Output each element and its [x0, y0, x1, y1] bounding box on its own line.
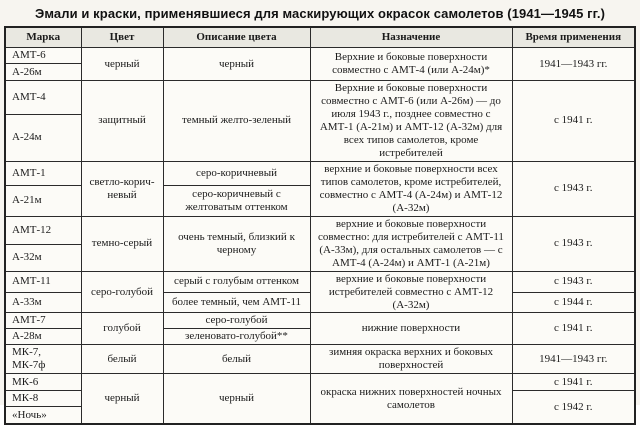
cell-period: с 1943 г.	[512, 216, 635, 271]
cell-color: голубой	[81, 313, 163, 345]
cell-period: с 1941 г.	[512, 81, 635, 162]
cell-purpose: верхние и боковые поверхности совместно: для истребителей с АМТ-11 (А-33м), для остальных самолетов — с АМТ-4 (А-24м) и АМТ-1 (А-21м)	[310, 216, 512, 271]
cell-description: более темный, чем АМТ-11	[163, 293, 310, 313]
cell-description: серо-коричневый	[163, 161, 310, 185]
table-row	[5, 313, 635, 329]
cell-purpose: верхние и боковые поверхности истребителей совместно с АМТ-12 (А-32м)	[310, 271, 512, 313]
cell-mark: А-32м	[5, 244, 81, 271]
cell-description: белый	[163, 345, 310, 374]
cell-mark: А-24м	[5, 115, 81, 162]
cell-period: с 1941 г.	[512, 374, 635, 391]
cell-description: серо-голубой	[163, 313, 310, 329]
cell-period: с 1943 г.	[512, 161, 635, 216]
cell-mark: «Ночь»	[5, 407, 81, 424]
table-row	[5, 271, 635, 293]
cell-mark: МК-7, МК-7ф	[5, 345, 81, 374]
cell-description: черный	[163, 48, 310, 81]
cell-description: очень темный, близкий к черному	[163, 216, 310, 271]
col-header-mark: Марка	[5, 27, 81, 48]
cell-mark: А-26м	[5, 64, 81, 81]
cell-color: защитный	[81, 81, 163, 162]
cell-color: серо-голубой	[81, 271, 163, 313]
cell-color: белый	[81, 345, 163, 374]
cell-purpose: окраска нижних поверхностей ночных самолетов	[310, 374, 512, 424]
cell-mark: МК-8	[5, 391, 81, 407]
cell-period: с 1942 г.	[512, 391, 635, 424]
cell-color: черный	[81, 374, 163, 424]
cell-purpose: зимняя окраска верхних и боковых поверхностей	[310, 345, 512, 374]
cell-mark: АМТ-12	[5, 216, 81, 244]
cell-description: темный желто-зеленый	[163, 81, 310, 162]
cell-mark: АМТ-6	[5, 48, 81, 64]
cell-description: черный	[163, 374, 310, 424]
cell-purpose: верхние и боковые поверхности всех типов самолетов, кроме истребителей, совместно с АМТ-4 (А-24м) и АМТ-12 (А-32м)	[310, 161, 512, 216]
cell-mark: АМТ-7	[5, 313, 81, 329]
cell-mark: АМТ-11	[5, 271, 81, 293]
col-header-description: Описание цвета	[163, 27, 310, 48]
cell-period: с 1944 г.	[512, 293, 635, 313]
cell-mark: А-28м	[5, 329, 81, 345]
table-row	[5, 216, 635, 244]
cell-description: серый с голубым оттенком	[163, 271, 310, 293]
table-row	[5, 161, 635, 185]
header-row	[5, 27, 635, 48]
cell-purpose: Верхние и боковые поверхности совместно с АМТ-6 (или А-26м) — до июля 1943 г., позднее совместно с АМТ-1 (А-21м) и АМТ-12 (А-32м) для всех типов самолетов, кроме истребителей	[310, 81, 512, 162]
col-header-purpose: Назначение	[310, 27, 512, 48]
cell-mark: А-21м	[5, 186, 81, 217]
cell-mark: А-33м	[5, 293, 81, 313]
table-row	[5, 345, 635, 374]
table-row	[5, 81, 635, 115]
table-row	[5, 374, 635, 391]
cell-color: светло-коричневый	[81, 161, 163, 216]
col-header-color: Цвет	[81, 27, 163, 48]
table-row	[5, 48, 635, 64]
cell-period: 1941—1943 гг.	[512, 345, 635, 374]
cell-mark: АМТ-4	[5, 81, 81, 115]
cell-description: зеленовато-голубой**	[163, 329, 310, 345]
cell-period: 1941—1943 гг.	[512, 48, 635, 81]
col-header-period: Время применения	[512, 27, 635, 48]
page-title: Эмали и краски, применявшиеся для маскирующих окрасок самолетов (1941—1945 гг.)	[34, 6, 606, 21]
cell-purpose: нижние поверхности	[310, 313, 512, 345]
cell-mark: МК-6	[5, 374, 81, 391]
cell-mark: АМТ-1	[5, 161, 81, 185]
cell-purpose: Верхние и боковые поверхности совместно с АМТ-4 (или А-24м)*	[310, 48, 512, 81]
cell-period: с 1941 г.	[512, 313, 635, 345]
cell-period: с 1943 г.	[512, 271, 635, 293]
paints-table	[4, 26, 636, 425]
cell-description: серо-коричневый с желтоватым оттенком	[163, 186, 310, 217]
cell-color: черный	[81, 48, 163, 81]
cell-color: темно-серый	[81, 216, 163, 271]
